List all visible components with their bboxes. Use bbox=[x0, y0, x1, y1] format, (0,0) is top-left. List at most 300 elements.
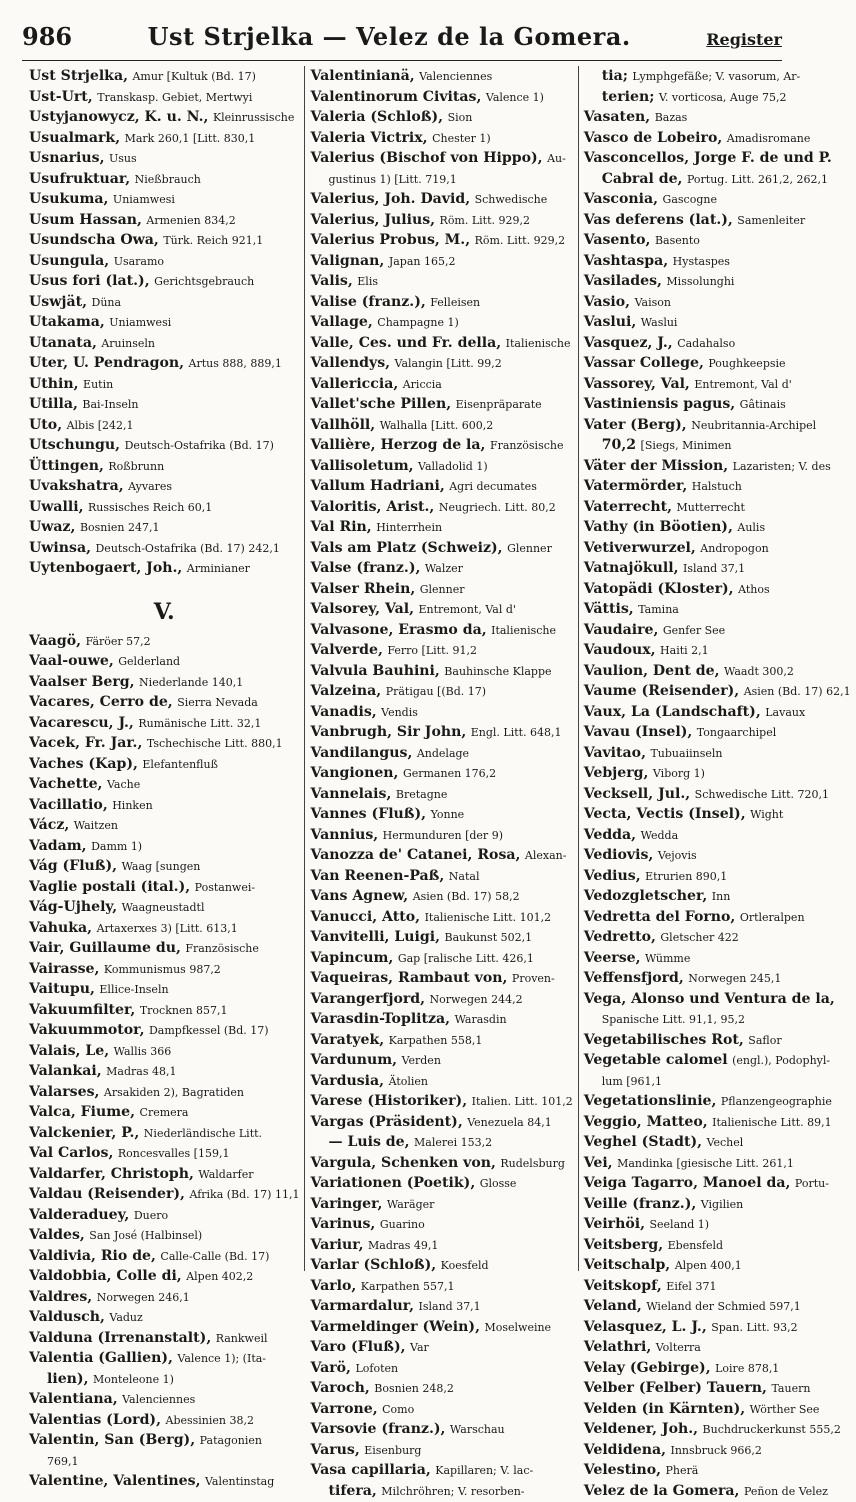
index-entry bbox=[310, 784, 572, 805]
index-entry bbox=[310, 1358, 572, 1379]
entry-reference: Transkasp. Gebiet, Mertwyi bbox=[97, 90, 253, 104]
entry-reference: Trocknen 857,1 bbox=[139, 1003, 228, 1017]
entry-reference: Tamina bbox=[638, 603, 679, 616]
index-entry bbox=[310, 353, 572, 374]
entry-headword: Valca, Fiume, bbox=[29, 1104, 136, 1120]
entry-reference: Neubritannia-Archipel bbox=[691, 418, 817, 432]
entry-reference: Arminianer bbox=[186, 562, 250, 575]
entry-headword: Valdau (Reisender), bbox=[29, 1186, 185, 1202]
index-entry bbox=[584, 128, 851, 149]
entry-reference: Aruinseln bbox=[101, 336, 156, 350]
entry-reference: Mark 260,1 [Litt. 830,1 bbox=[124, 131, 256, 145]
entry-headword: Valerius Probus, M., bbox=[310, 232, 471, 248]
entry-reference: Sion bbox=[447, 111, 473, 124]
index-entry bbox=[29, 517, 299, 538]
entry-reference: Valladolid 1) bbox=[418, 459, 488, 473]
entry-headword: Vasio, bbox=[583, 293, 631, 310]
entry-headword: Uto, bbox=[29, 416, 63, 433]
index-entry bbox=[29, 1184, 299, 1205]
entry-headword: Usnarius, bbox=[29, 150, 105, 166]
index-entry bbox=[29, 856, 299, 877]
entry-reference: Hinken bbox=[112, 798, 153, 812]
entry-headword: Velathri, bbox=[583, 1339, 652, 1355]
index-entry bbox=[310, 271, 572, 292]
index-entry bbox=[310, 1378, 572, 1399]
entry-reference: Valence 1); (Ita- bbox=[177, 1352, 267, 1365]
entry-headword: Vakuumfilter, bbox=[29, 1001, 136, 1018]
index-entry bbox=[584, 353, 851, 374]
index-entry bbox=[584, 784, 851, 805]
entry-reference: Valangin [Litt. 99,2 bbox=[394, 357, 502, 370]
entry-reference: Alpen 400,1 bbox=[674, 1259, 742, 1272]
entry-headword: Val Rin, bbox=[310, 519, 372, 535]
index-entry bbox=[584, 681, 851, 702]
index-entry bbox=[310, 312, 572, 333]
entry-headword: Vatopädi (Kloster), bbox=[583, 580, 734, 597]
index-entry bbox=[29, 938, 299, 959]
entry-headword: Valvasone, Erasmo da, bbox=[310, 621, 487, 638]
entry-reference: Usus bbox=[108, 152, 137, 165]
entry-reference: Seeland 1) bbox=[649, 1218, 710, 1231]
entry-reference: Bai-Inseln bbox=[82, 398, 139, 411]
index-entry bbox=[29, 251, 299, 272]
entry-headword: Ustyjanowycz, K. u. N., bbox=[29, 109, 209, 125]
entry-reference: Postanwei- bbox=[194, 880, 256, 894]
index-entry bbox=[584, 1358, 851, 1379]
index-entry-continuation bbox=[584, 1009, 851, 1030]
entry-reference: Lazaristen; V. des bbox=[732, 459, 831, 473]
index-entry bbox=[310, 620, 572, 641]
index-entry bbox=[584, 1399, 851, 1420]
entry-headword: Vallet'sche Pillen, bbox=[310, 396, 452, 412]
entry-reference: Karpathen 558,1 bbox=[388, 1033, 483, 1047]
entry-headword: Vanadis, bbox=[310, 703, 377, 720]
entry-headword: Varmardalur, bbox=[310, 1298, 415, 1314]
entry-headword: Vassar College, bbox=[583, 355, 704, 371]
index-entry bbox=[29, 774, 299, 795]
entry-reference: Norwegen 245,1 bbox=[688, 972, 782, 985]
entry-headword: Vaglie postali (ital.), bbox=[29, 878, 191, 895]
entry-headword: Vegetable calomel bbox=[583, 1052, 728, 1068]
entry-headword: Vaudoux, bbox=[583, 642, 656, 658]
entry-reference: Etrurien 890,1 bbox=[645, 869, 728, 883]
entry-reference: Russisches Reich 60,1 bbox=[88, 500, 213, 514]
entry-headword: Valse (franz.), bbox=[310, 560, 421, 576]
index-entry bbox=[584, 722, 851, 743]
index-entry bbox=[584, 640, 851, 661]
index-entry bbox=[310, 989, 572, 1010]
entry-reference: Gascogne bbox=[662, 193, 717, 206]
entry-reference: Cadahalso bbox=[677, 336, 736, 350]
index-entry bbox=[310, 1460, 572, 1481]
index-entry bbox=[310, 599, 572, 620]
entry-headword: Vediovis, bbox=[583, 847, 654, 863]
entry-headword: Valerius, Joh. David, bbox=[310, 191, 471, 207]
index-entry bbox=[29, 815, 299, 836]
entry-reference: Walhalla [Litt. 600,2 bbox=[379, 418, 494, 432]
index-entry bbox=[584, 538, 851, 559]
index-entry bbox=[29, 1287, 299, 1308]
index-entry bbox=[310, 907, 572, 928]
entry-reference: Milchröhren; V. resorben- bbox=[381, 1484, 525, 1498]
entry-headword: Vasilades, bbox=[583, 273, 662, 289]
entry-headword: Velber (Felber) Tauern, bbox=[583, 1380, 767, 1396]
entry-reference: Ätolien bbox=[388, 1074, 429, 1088]
entry-reference: gustinus 1) [Litt. 719,1 bbox=[328, 172, 457, 186]
entry-reference: Verden bbox=[401, 1054, 441, 1067]
index-entry bbox=[29, 1225, 299, 1246]
index-entry-continuation bbox=[310, 1132, 572, 1153]
index-entry bbox=[310, 394, 572, 415]
entry-headword: Vallisoletum, bbox=[310, 457, 414, 474]
entry-headword: Vasa capillaria, bbox=[310, 1462, 431, 1478]
index-entry bbox=[29, 538, 299, 559]
entry-reference: Peñon de Velez bbox=[743, 1484, 828, 1498]
entry-headword: Veirhöi, bbox=[583, 1216, 646, 1232]
index-entry bbox=[584, 251, 851, 272]
entry-reference: Como bbox=[382, 1402, 415, 1416]
entry-headword: terien; bbox=[601, 88, 655, 105]
entry-headword: Val Carlos, bbox=[29, 1145, 114, 1161]
index-entry bbox=[310, 189, 572, 210]
entry-headword: Vadam, bbox=[29, 837, 87, 854]
entry-reference: Gap [ralische Litt. 426,1 bbox=[397, 951, 534, 965]
entry-headword: Vaume (Reisender), bbox=[583, 683, 740, 699]
index-entry-continuation bbox=[310, 169, 572, 190]
index-entry-continuation bbox=[584, 435, 851, 456]
entry-reference: Duero bbox=[133, 1208, 169, 1222]
entry-headword: Veitskopf, bbox=[583, 1277, 662, 1294]
index-entry bbox=[310, 681, 572, 702]
entry-reference: Moselweine bbox=[484, 1320, 552, 1334]
entry-headword: Vaslui, bbox=[583, 314, 637, 330]
entry-reference: Loire 878,1 bbox=[715, 1361, 780, 1375]
entry-reference: Kleinrussische bbox=[212, 111, 295, 124]
entry-headword: Uswjät, bbox=[29, 293, 88, 310]
index-entry bbox=[584, 1481, 851, 1502]
index-entry bbox=[310, 722, 572, 743]
entry-headword: Üttingen, bbox=[29, 457, 104, 474]
entry-headword: tifera, bbox=[328, 1482, 377, 1499]
entry-headword: Vairasse, bbox=[29, 960, 100, 977]
entry-reference: Spanische Litt. 91,1, 95,2 bbox=[601, 1013, 745, 1026]
entry-headword: Veiga Tagarro, Manoel da, bbox=[583, 1175, 791, 1191]
entry-headword: Valerius (Bischof von Hippo), bbox=[310, 150, 543, 166]
entry-headword: Cabral de, bbox=[601, 170, 683, 187]
index-entry bbox=[310, 968, 572, 989]
entry-headword: Vasconcellos, Jorge F. de und P. bbox=[583, 150, 832, 166]
entry-reference: Hinterrhein bbox=[376, 521, 443, 534]
entry-reference: Schwedische bbox=[474, 193, 548, 206]
entry-headword: Varatyek, bbox=[310, 1031, 385, 1048]
entry-reference: Aulis bbox=[737, 521, 766, 534]
index-entry bbox=[584, 579, 851, 600]
index-entry bbox=[310, 1276, 572, 1297]
index-entry bbox=[584, 1235, 851, 1256]
entry-headword: Vaterrecht, bbox=[583, 498, 673, 515]
index-entry bbox=[29, 1430, 299, 1451]
index-entry bbox=[29, 1205, 299, 1226]
entry-reference: Island 37,1 bbox=[683, 562, 746, 575]
index-entry bbox=[29, 1123, 299, 1144]
index-entry bbox=[29, 415, 299, 436]
entry-reference: 769,1 bbox=[47, 1454, 79, 1468]
entry-reference: Französische bbox=[185, 942, 259, 955]
index-entry bbox=[310, 1112, 572, 1133]
entry-headword: Väter der Mission, bbox=[583, 457, 729, 474]
entry-headword: Vegetationslinie, bbox=[583, 1093, 717, 1109]
index-entry bbox=[310, 210, 572, 231]
entry-headword: Valentiana, bbox=[29, 1391, 118, 1407]
entry-headword: Vág (Fluß), bbox=[29, 858, 118, 874]
entry-reference: Arsakiden 2), Bagratiden bbox=[103, 1085, 244, 1099]
entry-reference: Vigilien bbox=[700, 1197, 744, 1211]
entry-reference: Albis [242,1 bbox=[66, 418, 134, 432]
entry-reference: Vejovis bbox=[657, 849, 697, 862]
entry-headword: Valser Rhein, bbox=[310, 580, 416, 597]
index-entry bbox=[29, 1143, 299, 1164]
entry-reference: Italienische Litt. 101,2 bbox=[424, 910, 552, 924]
index-entry bbox=[29, 230, 299, 251]
index-entry bbox=[310, 1399, 572, 1420]
entry-reference: Warasdin bbox=[454, 1013, 507, 1026]
index-entry bbox=[584, 763, 851, 784]
entry-headword: Vassorey, Val, bbox=[583, 375, 690, 392]
index-entry bbox=[29, 1082, 299, 1103]
entry-reference: Valentinstag bbox=[204, 1475, 275, 1488]
entry-reference: Italien. Litt. 101,2 bbox=[471, 1095, 573, 1108]
index-entry bbox=[29, 456, 299, 477]
entry-reference: Lofoten bbox=[355, 1361, 399, 1375]
index-entry bbox=[584, 456, 851, 477]
entry-reference: Tauern bbox=[771, 1382, 811, 1395]
entry-reference: Ortleralpen bbox=[739, 910, 805, 924]
entry-headword: Vans Agnew, bbox=[310, 888, 409, 904]
index-entry bbox=[29, 66, 299, 87]
entry-reference: Wallis 366 bbox=[113, 1044, 172, 1058]
entry-headword: Ust Strjelka, bbox=[29, 68, 128, 84]
index-entry bbox=[310, 1419, 572, 1440]
entry-reference: Chester 1) bbox=[432, 131, 491, 145]
entry-headword: Valdarfer, Christoph, bbox=[29, 1165, 194, 1182]
entry-reference: Engl. Litt. 648,1 bbox=[470, 726, 562, 739]
entry-headword: Vaal-ouwe, bbox=[29, 653, 114, 669]
index-entry bbox=[29, 733, 299, 754]
index-entry bbox=[584, 1296, 851, 1317]
entry-reference: Monteleone 1) bbox=[92, 1372, 174, 1386]
entry-headword: Velasquez, L. J., bbox=[583, 1318, 707, 1335]
entry-reference: Felleisen bbox=[430, 295, 481, 309]
index-entry bbox=[310, 415, 572, 436]
index-entry bbox=[310, 517, 572, 538]
entry-headword: Valduna (Irrenanstalt), bbox=[29, 1329, 212, 1346]
entry-reference: (engl.), Podophyl- bbox=[732, 1054, 831, 1067]
entry-headword: Uwinsa, bbox=[29, 539, 91, 556]
entry-reference: Wörther See bbox=[749, 1402, 820, 1416]
index-entry bbox=[310, 845, 572, 866]
entry-reference: Champagne 1) bbox=[377, 316, 459, 329]
index-entry bbox=[29, 1020, 299, 1041]
entry-headword: Valsorey, Val, bbox=[310, 601, 414, 617]
entry-reference: Eifel 371 bbox=[666, 1279, 717, 1293]
entry-headword: Varoch, bbox=[310, 1380, 370, 1396]
entry-headword: Veitschalp, bbox=[583, 1257, 671, 1273]
index-entry bbox=[310, 251, 572, 272]
entry-reference: Asien (Bd. 17) 58,2 bbox=[412, 890, 520, 903]
entry-reference: Proven- bbox=[511, 972, 555, 985]
index-entry bbox=[310, 579, 572, 600]
entry-reference: Roncesvalles [159,1 bbox=[117, 1147, 230, 1160]
entry-reference: Röm. Litt. 929,2 bbox=[439, 213, 531, 227]
entry-reference: Gâtinais bbox=[739, 398, 786, 411]
entry-reference: Portug. Litt. 261,2, 262,1 bbox=[686, 172, 828, 186]
entry-headword: Vangionen, bbox=[310, 765, 399, 781]
entry-headword: Vanucci, Atto, bbox=[310, 908, 421, 925]
index-entry bbox=[584, 907, 851, 928]
entry-reference: Damm 1) bbox=[91, 839, 143, 853]
index-entry bbox=[310, 1009, 572, 1030]
entry-headword: Vacares, Cerro de, bbox=[29, 694, 173, 710]
entry-headword: Valarses, bbox=[29, 1083, 100, 1100]
entry-headword: Valerius, Julius, bbox=[310, 211, 436, 228]
index-entry bbox=[310, 640, 572, 661]
running-title: Ust Strjelka — Velez de la Gomera. bbox=[147, 22, 631, 51]
index-entry bbox=[29, 374, 299, 395]
entry-reference: Alexan- bbox=[524, 849, 567, 862]
entry-reference: Wedda bbox=[640, 828, 679, 842]
index-entry bbox=[29, 128, 299, 149]
entry-headword: Velez de la Gomera, bbox=[583, 1482, 740, 1499]
index-entry bbox=[584, 148, 851, 169]
entry-reference: Dampfkessel (Bd. 17) bbox=[148, 1024, 269, 1037]
entry-reference: Rudelsburg bbox=[500, 1156, 565, 1170]
index-entry bbox=[584, 1030, 851, 1051]
entry-headword: Valoritis, Arist., bbox=[310, 498, 435, 515]
entry-headword: Vei, bbox=[583, 1154, 613, 1171]
index-entry bbox=[584, 374, 851, 395]
entry-reference: Bauhinsche Klappe bbox=[444, 664, 552, 678]
entry-reference: Artaxerxes 3) [Litt. 613,1 bbox=[96, 921, 238, 935]
entry-reference: Entremont, Val d' bbox=[694, 377, 792, 391]
entry-headword: Veghel (Stadt), bbox=[583, 1134, 703, 1150]
entry-headword: Vannes (Fluß), bbox=[310, 806, 427, 822]
entry-headword: Vater (Berg), bbox=[583, 416, 687, 433]
entry-headword: Vedretto, bbox=[583, 929, 656, 945]
entry-headword: Valdobbia, Colle di, bbox=[29, 1268, 182, 1284]
letter-heading: V. bbox=[153, 598, 175, 625]
entry-headword: Uter, U. Pendragon, bbox=[29, 355, 185, 371]
index-entry bbox=[584, 415, 851, 436]
index-entry bbox=[584, 1194, 851, 1215]
entry-reference: Pherä bbox=[665, 1464, 699, 1477]
index-entry bbox=[29, 877, 299, 898]
entry-headword: Valeria Victrix, bbox=[310, 129, 428, 146]
entry-reference: Wight bbox=[750, 808, 784, 821]
entry-headword: Vedda, bbox=[583, 826, 637, 843]
index-entry bbox=[584, 230, 851, 251]
index-entry bbox=[310, 107, 572, 128]
entry-reference: Waräger bbox=[386, 1197, 435, 1211]
entry-reference: Neugriech. Litt. 80,2 bbox=[438, 500, 556, 514]
index-entry bbox=[29, 918, 299, 939]
entry-headword: tia; bbox=[601, 68, 628, 84]
entry-headword: Velay (Gebirge), bbox=[583, 1359, 711, 1376]
entry-reference: Nießbrauch bbox=[134, 172, 201, 186]
index-entry bbox=[29, 476, 299, 497]
entry-reference: Niederlande 140,1 bbox=[139, 675, 244, 689]
entry-headword: Veland, bbox=[583, 1298, 642, 1314]
entry-headword: Utanata, bbox=[29, 334, 97, 351]
entry-headword: Veille (franz.), bbox=[583, 1195, 697, 1212]
entry-headword: Valentias (Lord), bbox=[29, 1411, 162, 1428]
entry-headword: Uvakshatra, bbox=[29, 478, 124, 494]
index-entry bbox=[584, 661, 851, 682]
index-entry bbox=[29, 1307, 299, 1328]
index-entry bbox=[310, 538, 572, 559]
entry-headword: Variationen (Poetik), bbox=[310, 1175, 476, 1191]
index-entry bbox=[310, 1255, 572, 1276]
entry-headword: Vastiniensis pagus, bbox=[583, 396, 736, 412]
index-entry bbox=[29, 1061, 299, 1082]
entry-reference: V. vorticosa, Auge 75,2 bbox=[658, 90, 787, 104]
entry-headword: Vanvitelli, Luigi, bbox=[310, 929, 440, 945]
entry-reference: Afrika (Bd. 17) 11,1 bbox=[189, 1188, 300, 1201]
entry-headword: Usualmark, bbox=[29, 129, 121, 146]
index-entry bbox=[29, 435, 299, 456]
entry-reference: Wümme bbox=[645, 951, 691, 965]
index-entry bbox=[584, 702, 851, 723]
entry-reference: Elefantenfluß bbox=[142, 757, 218, 771]
entry-reference: Entremont, Val d' bbox=[418, 603, 516, 616]
entry-headword: Vavau (Insel), bbox=[583, 724, 693, 740]
entry-headword: Valentin, San (Berg), bbox=[29, 1432, 196, 1448]
entry-reference: Hystaspes bbox=[672, 254, 730, 268]
entry-reference: Pflanzengeographie bbox=[720, 1095, 832, 1108]
index-entry bbox=[29, 107, 299, 128]
entry-headword: Vathy (in Böotien), bbox=[583, 519, 733, 535]
entry-headword: Varsovie (franz.), bbox=[310, 1421, 446, 1437]
entry-headword: Vas deferens (lat.), bbox=[583, 211, 733, 228]
index-entry bbox=[310, 66, 572, 87]
entry-reference: Tongaarchipel bbox=[696, 726, 777, 739]
index-entry bbox=[584, 989, 851, 1010]
entry-reference: Eisenburg bbox=[364, 1443, 422, 1457]
entry-reference: Buchdruckerkunst 555,2 bbox=[702, 1423, 841, 1436]
entry-headword: Velestino, bbox=[583, 1462, 661, 1478]
index-entry bbox=[310, 661, 572, 682]
entry-reference: Bosnien 248,2 bbox=[374, 1382, 454, 1395]
index-entry bbox=[584, 620, 851, 641]
entry-reference: Portu- bbox=[794, 1177, 829, 1190]
entry-reference: Athos bbox=[738, 582, 770, 596]
entry-reference: Karpathen 557,1 bbox=[360, 1279, 455, 1293]
entry-headword: Varmeldinger (Wein), bbox=[310, 1318, 480, 1335]
entry-reference: Ayvares bbox=[128, 480, 173, 493]
entry-headword: Usum Hassan, bbox=[29, 211, 142, 228]
index-entry bbox=[310, 1173, 572, 1194]
index-entry bbox=[310, 128, 572, 149]
index-entry bbox=[29, 1328, 299, 1349]
entry-reference: Haiti 2,1 bbox=[660, 644, 709, 657]
entry-reference: Amadisromane bbox=[726, 131, 811, 145]
entry-headword: Valignan, bbox=[310, 252, 385, 269]
entry-reference: Vendis bbox=[381, 705, 418, 719]
entry-reference: Kommunismus 987,2 bbox=[103, 962, 221, 976]
entry-headword: Varasdin-Toplitza, bbox=[310, 1011, 451, 1027]
index-entry bbox=[584, 517, 851, 538]
entry-headword: Vaches (Kap), bbox=[29, 755, 138, 772]
entry-reference: Volterra bbox=[655, 1341, 701, 1354]
